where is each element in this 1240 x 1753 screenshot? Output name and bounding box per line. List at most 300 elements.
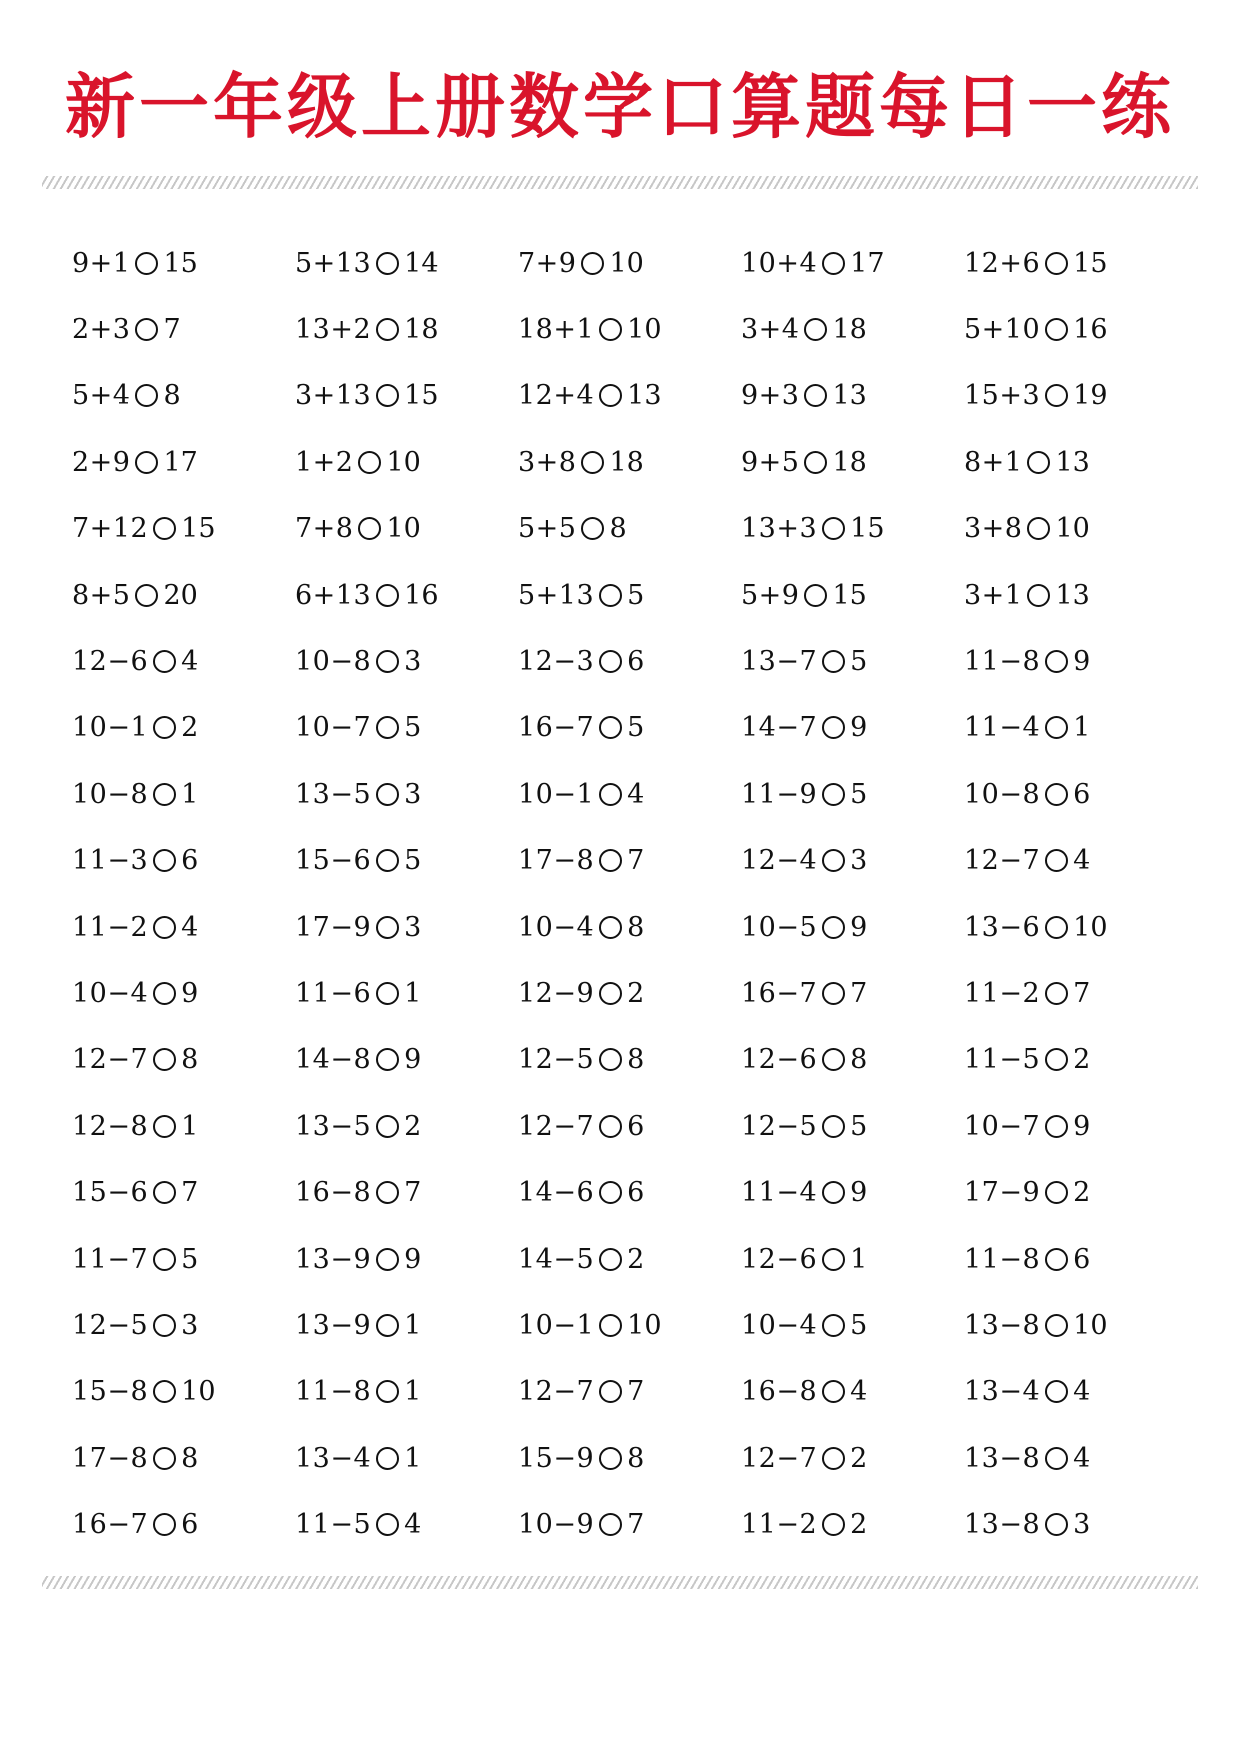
answer-circle[interactable] xyxy=(153,517,176,540)
problem-item xyxy=(741,296,964,362)
problem-expression: 5+13 xyxy=(518,579,595,611)
answer-circle[interactable] xyxy=(581,517,604,540)
answer-circle[interactable] xyxy=(376,1181,399,1204)
compare-number: 7 xyxy=(163,314,181,346)
answer-circle[interactable] xyxy=(822,1115,845,1138)
answer-circle[interactable] xyxy=(599,318,622,341)
answer-circle[interactable] xyxy=(599,1048,622,1071)
problem-expression: 17−8 xyxy=(518,845,595,877)
problem-expression: 13−9 xyxy=(295,1243,372,1275)
compare-number: 8 xyxy=(627,1044,645,1076)
problem-expression: 8+5 xyxy=(72,579,131,611)
problem-item xyxy=(72,1292,295,1358)
problem-expression: 11−2 xyxy=(964,977,1041,1009)
compare-number: 6 xyxy=(627,646,645,678)
answer-circle[interactable] xyxy=(822,1048,845,1071)
problem-expression: 9+5 xyxy=(741,446,800,478)
answer-circle[interactable] xyxy=(1045,916,1068,939)
answer-circle[interactable] xyxy=(376,1248,399,1271)
answer-circle[interactable] xyxy=(822,716,845,739)
problem-item xyxy=(518,1159,741,1225)
problem-item xyxy=(518,1359,741,1425)
problem-item xyxy=(518,363,741,429)
compare-number: 10 xyxy=(386,513,421,545)
answer-circle[interactable] xyxy=(153,1314,176,1337)
problem-expression: 5+5 xyxy=(518,513,577,545)
answer-circle[interactable] xyxy=(153,1115,176,1138)
problem-expression: 10−7 xyxy=(295,712,372,744)
answer-circle[interactable] xyxy=(599,783,622,806)
compare-number: 2 xyxy=(850,1509,868,1541)
answer-circle[interactable] xyxy=(599,384,622,407)
answer-circle[interactable] xyxy=(822,916,845,939)
problem-expression: 11−9 xyxy=(741,778,818,810)
answer-circle[interactable] xyxy=(376,252,399,275)
problem-expression: 5+13 xyxy=(295,247,372,279)
problem-item xyxy=(964,1093,1187,1159)
problem-expression: 3+8 xyxy=(518,446,577,478)
problem-expression: 11−3 xyxy=(72,845,149,877)
problem-item xyxy=(72,230,295,296)
problem-expression: 10−1 xyxy=(72,712,149,744)
problem-item xyxy=(72,296,295,362)
problem-item xyxy=(964,828,1187,894)
compare-number: 5 xyxy=(404,712,422,744)
answer-circle[interactable] xyxy=(822,1314,845,1337)
problem-item xyxy=(72,562,295,628)
problem-grid xyxy=(72,230,1192,1558)
problem-expression: 13−8 xyxy=(964,1309,1041,1341)
compare-number: 8 xyxy=(163,380,181,412)
bottom-divider xyxy=(42,1576,1198,1589)
problem-item xyxy=(964,960,1187,1026)
problem-expression: 11−8 xyxy=(964,1243,1041,1275)
answer-circle[interactable] xyxy=(804,318,827,341)
problem-item xyxy=(72,628,295,694)
problem-expression: 10−5 xyxy=(741,911,818,943)
answer-circle[interactable] xyxy=(376,716,399,739)
answer-circle[interactable] xyxy=(822,1447,845,1470)
problem-item xyxy=(741,1027,964,1093)
problem-item xyxy=(964,496,1187,562)
answer-circle[interactable] xyxy=(376,916,399,939)
problem-expression: 14−6 xyxy=(518,1177,595,1209)
problem-expression: 6+13 xyxy=(295,579,372,611)
problem-expression: 15+3 xyxy=(964,380,1041,412)
answer-circle[interactable] xyxy=(1045,1248,1068,1271)
problem-expression: 3+1 xyxy=(964,579,1023,611)
answer-circle[interactable] xyxy=(1045,783,1068,806)
answer-circle[interactable] xyxy=(822,982,845,1005)
problem-item xyxy=(964,1226,1187,1292)
problem-expression: 16−7 xyxy=(72,1509,149,1541)
compare-number: 10 xyxy=(627,1309,662,1341)
compare-number: 10 xyxy=(1055,513,1090,545)
problem-expression: 12+6 xyxy=(964,247,1041,279)
answer-circle[interactable] xyxy=(153,1248,176,1271)
answer-circle[interactable] xyxy=(804,451,827,474)
compare-number: 8 xyxy=(181,1044,199,1076)
problem-expression: 17−8 xyxy=(72,1442,149,1474)
answer-circle[interactable] xyxy=(1027,451,1050,474)
answer-circle[interactable] xyxy=(1045,318,1068,341)
problem-item xyxy=(295,1425,518,1491)
problem-expression: 13+3 xyxy=(741,513,818,545)
problem-item xyxy=(295,1027,518,1093)
problem-expression: 8+1 xyxy=(964,446,1023,478)
problem-item xyxy=(518,1226,741,1292)
problem-item xyxy=(295,562,518,628)
answer-circle[interactable] xyxy=(599,716,622,739)
compare-number: 8 xyxy=(627,911,645,943)
problem-item xyxy=(72,1359,295,1425)
compare-number: 10 xyxy=(627,314,662,346)
problem-item xyxy=(964,363,1187,429)
answer-circle[interactable] xyxy=(376,1115,399,1138)
compare-number: 18 xyxy=(404,314,439,346)
answer-circle[interactable] xyxy=(135,584,158,607)
answer-circle[interactable] xyxy=(822,252,845,275)
problem-expression: 11−2 xyxy=(741,1509,818,1541)
answer-circle[interactable] xyxy=(358,451,381,474)
answer-circle[interactable] xyxy=(599,849,622,872)
compare-number: 4 xyxy=(1073,1442,1091,1474)
compare-number: 2 xyxy=(1073,1177,1091,1209)
problem-item xyxy=(964,1359,1187,1425)
answer-circle[interactable] xyxy=(1027,517,1050,540)
answer-circle[interactable] xyxy=(804,584,827,607)
compare-number: 15 xyxy=(832,579,867,611)
problem-item xyxy=(741,628,964,694)
answer-circle[interactable] xyxy=(822,1248,845,1271)
compare-number: 9 xyxy=(404,1044,422,1076)
answer-circle[interactable] xyxy=(376,982,399,1005)
problem-item xyxy=(72,1491,295,1557)
compare-number: 1 xyxy=(850,1243,868,1275)
problem-expression: 12−7 xyxy=(741,1442,818,1474)
answer-circle[interactable] xyxy=(376,1447,399,1470)
compare-number: 6 xyxy=(181,1509,199,1541)
problem-item xyxy=(964,628,1187,694)
compare-number: 8 xyxy=(609,513,627,545)
compare-number: 9 xyxy=(1073,1110,1091,1142)
answer-circle[interactable] xyxy=(376,1314,399,1337)
answer-circle[interactable] xyxy=(1045,650,1068,673)
answer-circle[interactable] xyxy=(135,384,158,407)
answer-circle[interactable] xyxy=(1045,1314,1068,1337)
problem-expression: 11−4 xyxy=(964,712,1041,744)
compare-number: 6 xyxy=(1073,1243,1091,1275)
problem-item xyxy=(295,1359,518,1425)
problem-item xyxy=(518,695,741,761)
compare-number: 3 xyxy=(181,1309,199,1341)
problem-item xyxy=(72,496,295,562)
problem-item xyxy=(741,1159,964,1225)
answer-circle[interactable] xyxy=(1027,584,1050,607)
problem-item xyxy=(518,828,741,894)
answer-circle[interactable] xyxy=(822,783,845,806)
answer-circle[interactable] xyxy=(376,783,399,806)
problem-expression: 10−1 xyxy=(518,1309,595,1341)
answer-circle[interactable] xyxy=(1045,716,1068,739)
compare-number: 2 xyxy=(627,1243,645,1275)
answer-circle[interactable] xyxy=(804,384,827,407)
problem-expression: 14−8 xyxy=(295,1044,372,1076)
answer-circle[interactable] xyxy=(376,318,399,341)
answer-circle[interactable] xyxy=(376,1048,399,1071)
answer-circle[interactable] xyxy=(599,1115,622,1138)
compare-number: 10 xyxy=(609,247,644,279)
answer-circle[interactable] xyxy=(599,916,622,939)
problem-item xyxy=(518,1425,741,1491)
answer-circle[interactable] xyxy=(358,517,381,540)
problem-item xyxy=(741,1425,964,1491)
answer-circle[interactable] xyxy=(1045,252,1068,275)
compare-number: 5 xyxy=(850,1110,868,1142)
compare-number: 9 xyxy=(850,1177,868,1209)
compare-number: 17 xyxy=(850,247,885,279)
problem-item xyxy=(72,1027,295,1093)
problem-expression: 3+8 xyxy=(964,513,1023,545)
problem-item xyxy=(964,1292,1187,1358)
problem-item xyxy=(295,628,518,694)
answer-circle[interactable] xyxy=(599,1380,622,1403)
problem-item xyxy=(741,562,964,628)
compare-number: 7 xyxy=(627,1509,645,1541)
answer-circle[interactable] xyxy=(822,1181,845,1204)
problem-item xyxy=(295,1292,518,1358)
problem-item xyxy=(518,1491,741,1557)
compare-number: 6 xyxy=(1073,778,1091,810)
problem-item xyxy=(741,960,964,1026)
compare-number: 8 xyxy=(627,1442,645,1474)
compare-number: 14 xyxy=(404,247,439,279)
answer-circle[interactable] xyxy=(153,783,176,806)
answer-circle[interactable] xyxy=(599,982,622,1005)
answer-circle[interactable] xyxy=(376,849,399,872)
problem-item xyxy=(518,296,741,362)
problem-expression: 16−8 xyxy=(741,1376,818,1408)
problem-expression: 13−8 xyxy=(964,1442,1041,1474)
problem-item xyxy=(295,828,518,894)
problem-expression: 14−5 xyxy=(518,1243,595,1275)
problem-item xyxy=(964,230,1187,296)
answer-circle[interactable] xyxy=(822,1380,845,1403)
compare-number: 1 xyxy=(404,1376,422,1408)
answer-circle[interactable] xyxy=(153,982,176,1005)
problem-item xyxy=(741,1359,964,1425)
answer-circle[interactable] xyxy=(135,318,158,341)
problem-expression: 17−9 xyxy=(964,1177,1041,1209)
problem-item xyxy=(295,1093,518,1159)
answer-circle[interactable] xyxy=(153,849,176,872)
answer-circle[interactable] xyxy=(822,849,845,872)
answer-circle[interactable] xyxy=(153,1380,176,1403)
problem-expression: 15−9 xyxy=(518,1442,595,1474)
compare-number: 13 xyxy=(1055,579,1090,611)
problem-item xyxy=(72,429,295,495)
problem-item xyxy=(741,496,964,562)
compare-number: 18 xyxy=(832,446,867,478)
compare-number: 17 xyxy=(163,446,198,478)
answer-circle[interactable] xyxy=(153,1447,176,1470)
problem-expression: 10−8 xyxy=(964,778,1041,810)
problem-item xyxy=(72,960,295,1026)
compare-number: 16 xyxy=(1073,314,1108,346)
answer-circle[interactable] xyxy=(1045,384,1068,407)
answer-circle[interactable] xyxy=(599,1181,622,1204)
problem-expression: 12+4 xyxy=(518,380,595,412)
compare-number: 15 xyxy=(404,380,439,412)
compare-number: 3 xyxy=(1073,1509,1091,1541)
problem-expression: 1+2 xyxy=(295,446,354,478)
problem-expression: 12−7 xyxy=(518,1110,595,1142)
problem-expression: 13−9 xyxy=(295,1309,372,1341)
answer-circle[interactable] xyxy=(599,1513,622,1536)
answer-circle[interactable] xyxy=(153,1513,176,1536)
compare-number: 7 xyxy=(850,977,868,1009)
problem-expression: 12−3 xyxy=(518,646,595,678)
answer-circle[interactable] xyxy=(376,650,399,673)
answer-circle[interactable] xyxy=(376,584,399,607)
answer-circle[interactable] xyxy=(376,1513,399,1536)
compare-number: 9 xyxy=(850,911,868,943)
answer-circle[interactable] xyxy=(135,451,158,474)
problem-expression: 10−7 xyxy=(964,1110,1041,1142)
compare-number: 15 xyxy=(1073,247,1108,279)
problem-expression: 7+12 xyxy=(72,513,149,545)
problem-item xyxy=(964,1027,1187,1093)
compare-number: 6 xyxy=(627,1177,645,1209)
answer-circle[interactable] xyxy=(153,1181,176,1204)
problem-item xyxy=(295,960,518,1026)
answer-circle[interactable] xyxy=(1045,1115,1068,1138)
problem-item xyxy=(964,1491,1187,1557)
compare-number: 1 xyxy=(404,1309,422,1341)
problem-item xyxy=(741,1226,964,1292)
problem-item xyxy=(72,363,295,429)
answer-circle[interactable] xyxy=(153,716,176,739)
compare-number: 1 xyxy=(1073,712,1091,744)
problem-expression: 18+1 xyxy=(518,314,595,346)
answer-circle[interactable] xyxy=(376,384,399,407)
problem-item xyxy=(964,1425,1187,1491)
compare-number: 7 xyxy=(627,845,645,877)
problem-item xyxy=(518,894,741,960)
compare-number: 7 xyxy=(1073,977,1091,1009)
answer-circle[interactable] xyxy=(1045,1380,1068,1403)
answer-circle[interactable] xyxy=(599,584,622,607)
problem-expression: 2+9 xyxy=(72,446,131,478)
answer-circle[interactable] xyxy=(822,650,845,673)
problem-expression: 14−7 xyxy=(741,712,818,744)
problem-expression: 13−6 xyxy=(964,911,1041,943)
answer-circle[interactable] xyxy=(1045,1447,1068,1470)
answer-circle[interactable] xyxy=(599,1314,622,1337)
answer-circle[interactable] xyxy=(581,252,604,275)
compare-number: 2 xyxy=(404,1110,422,1142)
compare-number: 9 xyxy=(850,712,868,744)
answer-circle[interactable] xyxy=(599,650,622,673)
problem-item xyxy=(72,695,295,761)
problem-item xyxy=(518,960,741,1026)
compare-number: 4 xyxy=(627,778,645,810)
answer-circle[interactable] xyxy=(376,1380,399,1403)
problem-expression: 7+9 xyxy=(518,247,577,279)
answer-circle[interactable] xyxy=(153,916,176,939)
answer-circle[interactable] xyxy=(1045,982,1068,1005)
answer-circle[interactable] xyxy=(153,650,176,673)
top-divider xyxy=(42,176,1198,189)
problem-expression: 12−5 xyxy=(72,1309,149,1341)
problem-expression: 13−4 xyxy=(295,1442,372,1474)
answer-circle[interactable] xyxy=(581,451,604,474)
problem-item xyxy=(741,695,964,761)
answer-circle[interactable] xyxy=(153,1048,176,1071)
problem-item xyxy=(964,695,1187,761)
compare-number: 18 xyxy=(832,314,867,346)
problem-item xyxy=(518,1292,741,1358)
problem-expression: 5+9 xyxy=(741,579,800,611)
problem-expression: 11−8 xyxy=(295,1376,372,1408)
compare-number: 2 xyxy=(850,1442,868,1474)
problem-expression: 11−2 xyxy=(72,911,149,943)
compare-number: 2 xyxy=(1073,1044,1091,1076)
compare-number: 1 xyxy=(404,977,422,1009)
problem-item xyxy=(518,628,741,694)
compare-number: 3 xyxy=(850,845,868,877)
answer-circle[interactable] xyxy=(599,1248,622,1271)
compare-number: 4 xyxy=(1073,845,1091,877)
compare-number: 5 xyxy=(850,646,868,678)
answer-circle[interactable] xyxy=(822,1513,845,1536)
compare-number: 5 xyxy=(850,778,868,810)
compare-number: 8 xyxy=(850,1044,868,1076)
problem-expression: 12−6 xyxy=(741,1044,818,1076)
compare-number: 5 xyxy=(627,579,645,611)
problem-expression: 13−5 xyxy=(295,778,372,810)
problem-expression: 10+4 xyxy=(741,247,818,279)
problem-item xyxy=(72,828,295,894)
problem-item xyxy=(295,1159,518,1225)
problem-expression: 7+8 xyxy=(295,513,354,545)
answer-circle[interactable] xyxy=(1045,1048,1068,1071)
problem-item xyxy=(518,1093,741,1159)
compare-number: 5 xyxy=(850,1309,868,1341)
problem-expression: 10−4 xyxy=(518,911,595,943)
problem-item xyxy=(518,429,741,495)
problem-item xyxy=(741,1491,964,1557)
compare-number: 10 xyxy=(1073,911,1108,943)
problem-expression: 9+3 xyxy=(741,380,800,412)
answer-circle[interactable] xyxy=(1045,1181,1068,1204)
compare-number: 7 xyxy=(404,1177,422,1209)
compare-number: 7 xyxy=(627,1376,645,1408)
answer-circle[interactable] xyxy=(599,1447,622,1470)
problem-item xyxy=(741,1292,964,1358)
problem-item xyxy=(72,894,295,960)
problem-item xyxy=(741,363,964,429)
answer-circle[interactable] xyxy=(1045,849,1068,872)
problem-expression: 12−9 xyxy=(518,977,595,1009)
answer-circle[interactable] xyxy=(822,517,845,540)
answer-circle[interactable] xyxy=(135,252,158,275)
problem-item xyxy=(295,894,518,960)
problem-item xyxy=(518,1027,741,1093)
problem-expression: 12−6 xyxy=(741,1243,818,1275)
answer-circle[interactable] xyxy=(1045,1513,1068,1536)
problem-item xyxy=(72,1093,295,1159)
